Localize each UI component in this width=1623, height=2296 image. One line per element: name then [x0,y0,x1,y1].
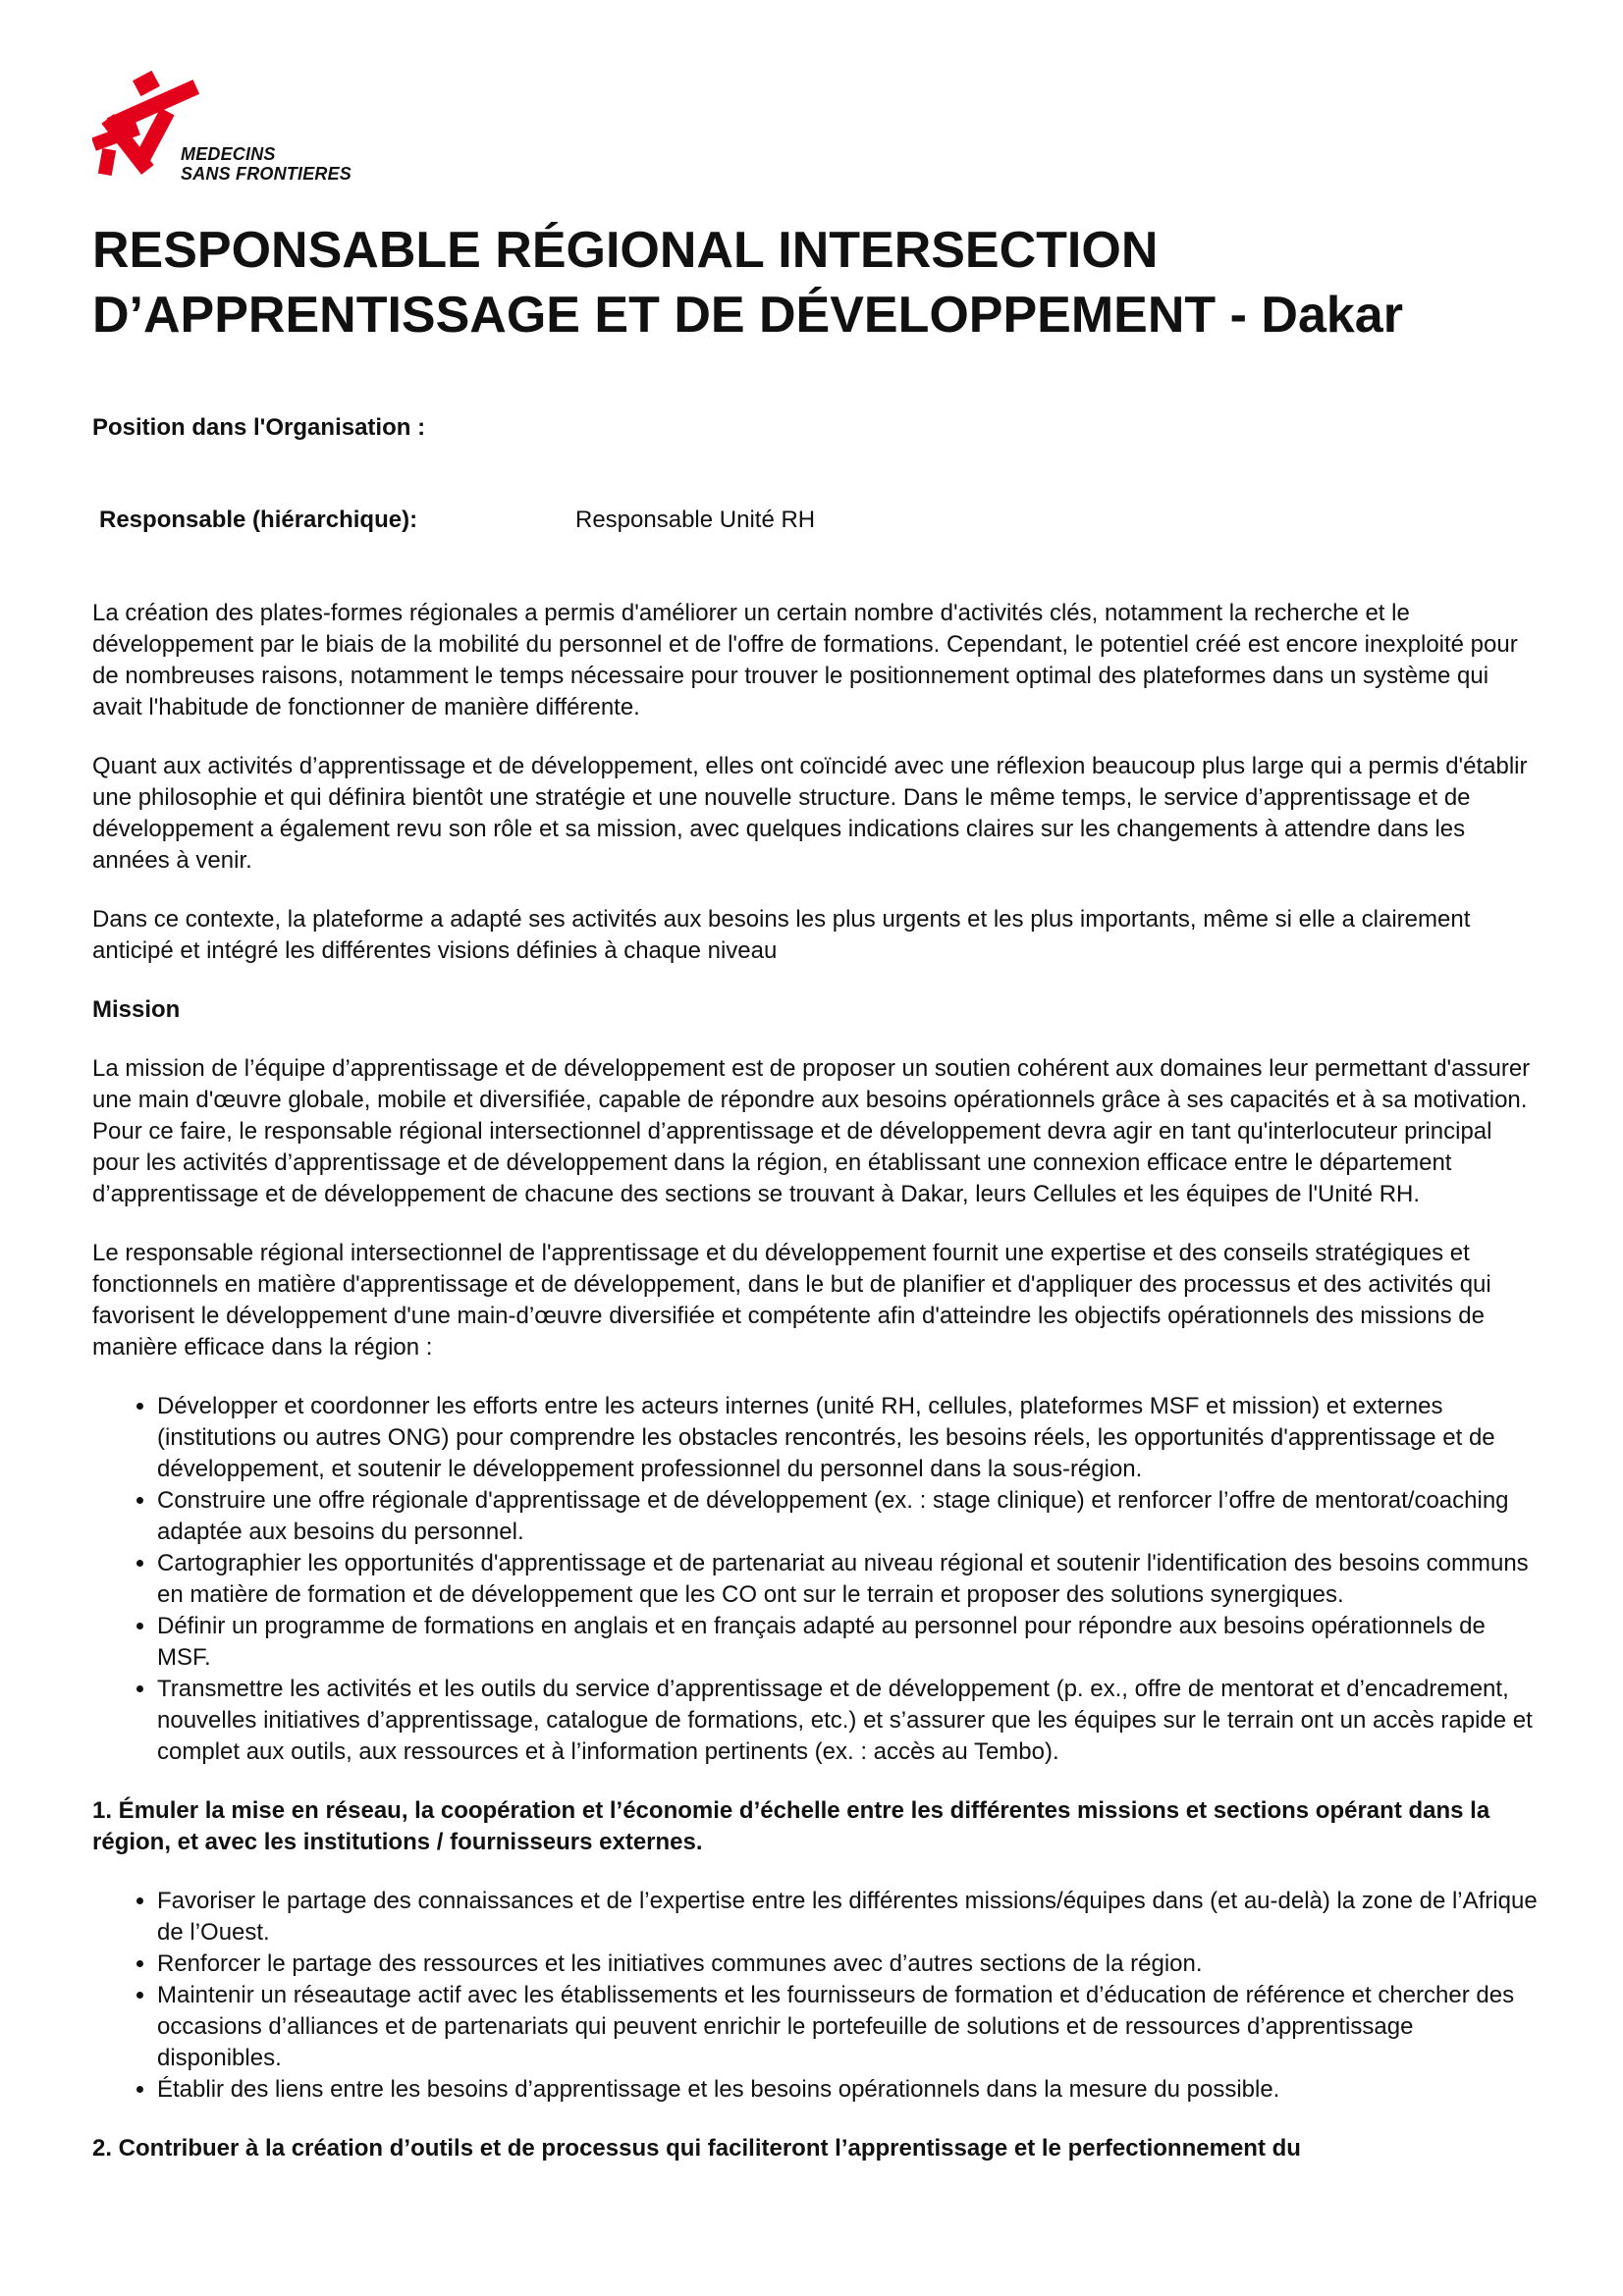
msf-logo-text [181,144,352,184]
section-1-heading: 1. Émuler la mise en réseau, la coopération et l’économie d’échelle entre les différentes missions et sections opérant dans la région, et avec les institutions / fournisseurs externes. [92,1797,1490,1855]
intro-paragraph: Quant aux activités d’apprentissage et de développement, elles ont coïncidé avec une réflexion beaucoup plus large qui a permis d'établir une philosophie et qui définira bientôt une stratégie et une nouvelle structure. Dans le même temps, le service d’apprentissage et de développement a également revu son rôle et sa mission, avec quelques indications claires sur les changements à attendre dans les années à venir. [92,753,1528,874]
section-1-bullet-list [92,1886,1541,2106]
msf-logo [92,69,357,187]
intro-paragraph: La création des plates-formes régionales a permis d'améliorer un certain nombre d'activités clés, notamment la recherche et le développement par le biais de la mobilité du personnel et de l'offre de formations. Cependant, le potentiel créé est encore inexploité pour de nombreuses raisons, notamment le temps nécessaire pour trouver le positionnement optimal des plateformes dans un système qui avait l'habitude de fonctionner de manière différente. [92,600,1518,721]
list-item: • Renforcer le partage des ressources et les initiatives communes avec d’autres sections de la région. [157,1949,1541,1980]
list-item: • Définir un programme de formations en anglais et en français adapté au personnel pour répondre aux besoins opérationnels de MSF. [157,1611,1541,1674]
list-item: • Construire une offre régionale d'apprentissage et de développement (ex. : stage clinique) et renforcer l’offre de mentorat/coaching adaptée aux besoins du personnel. [157,1485,1541,1548]
intro-paragraph: Dans ce contexte, la plateforme a adapté ses activités aux besoins les plus urgents et les plus importants, même si elle a clairement anticipé et intégré les différentes visions définies à chaque niveau [92,906,1471,964]
list-item: • Maintenir un réseautage actif avec les établissements et les fournisseurs de formation et d’éducation de référence et chercher des occasions d’alliances et de partenariats qui peuvent enrichir le portefeuille de solutions et de ressources d’apprentissage disponibles. [157,1980,1541,2074]
section-2-heading: 2. Contribuer à la création d’outils et de processus qui faciliteront l’apprentissage et le perfectionnement du [92,2135,1301,2162]
logo-line-2: SANS FRONTIERES [181,164,352,184]
responsable-value: Responsable Unité RH [575,507,816,533]
position-label: Position dans l'Organisation : [92,414,426,441]
list-item: • Transmettre les activités et les outils du service d’apprentissage et de développement (p. ex., offre de mentorat et d’encadrement, nouvelles initiatives d’apprentissage, catalogue de formations, etc.) et s’assurer que les équipes sur le terrain ont un accès rapide et complet aux outils, aux ressources et à l’information pertinents (ex. : accès au Tembo). [157,1674,1541,1768]
list-item: • Établir des liens entre les besoins d’apprentissage et les besoins opérationnels dans la mesure du possible. [157,2074,1541,2106]
logo-line-1: MEDECINS [181,144,276,164]
list-item: • Favoriser le partage des connaissances et de l’expertise entre les différentes missions/équipes dans (et au-delà) la zone de l’Afrique de l’Ouest. [157,1886,1541,1949]
title-line-2: D’APPRENTISSAGE ET DE DÉVELOPPEMENT - Dakar [92,287,1403,344]
mission-bullet-list [92,1391,1541,1768]
mission-heading: Mission [92,996,181,1023]
responsable-key: Responsable (hiérarchique): [99,507,418,533]
mission-paragraph: La mission de l’équipe d’apprentissage et de développement est de proposer un soutien cohérent aux domaines leur permettant d'assurer une main d'œuvre globale, mobile et diversifiée, capable de répondre aux besoins opérationnels grâce à ses capacités et à sa motivation. Pour ce faire, le responsable régional intersectionnel d’apprentissage et de développement devra agir en tant qu'interlocuteur principal pour les activités d’apprentissage et de développement dans la région, en établissant une connexion efficace entre le département d’apprentissage et de développement de chacune des sections se trouvant à Dakar, leurs Cellules et les équipes de l'Unité RH. [92,1055,1531,1207]
list-item: • Cartographier les opportunités d'apprentissage et de partenariat au niveau régional et soutenir l'identification des besoins communs en matière de formation et de développement que les CO ont sur le terrain et proposer des solutions synergiques. [157,1548,1541,1611]
title-line-1: RESPONSABLE RÉGIONAL INTERSECTION [92,222,1159,279]
list-item: • Développer et coordonner les efforts entre les acteurs internes (unité RH, cellules, plateformes MSF et mission) et externes (institutions ou autres ONG) pour comprendre les obstacles rencontrés, les besoins réels, les opportunités d'apprentissage et de développement, et soutenir le développement professionnel du personnel dans la sous-région. [157,1391,1541,1485]
mission-paragraph: Le responsable régional intersectionnel de l'apprentissage et du développement fournit une expertise et des conseils stratégiques et fonctionnels en matière d'apprentissage et de développement, dans le but de planifier et d'appliquer des processus et des activités qui favorisent le développement d'une main-d’œuvre diversifiée et compétente afin d'atteindre les objectifs opérationnels des missions de manière efficace dans la région : [92,1240,1491,1361]
document-body [92,598,1541,2192]
document-title [92,218,1536,347]
